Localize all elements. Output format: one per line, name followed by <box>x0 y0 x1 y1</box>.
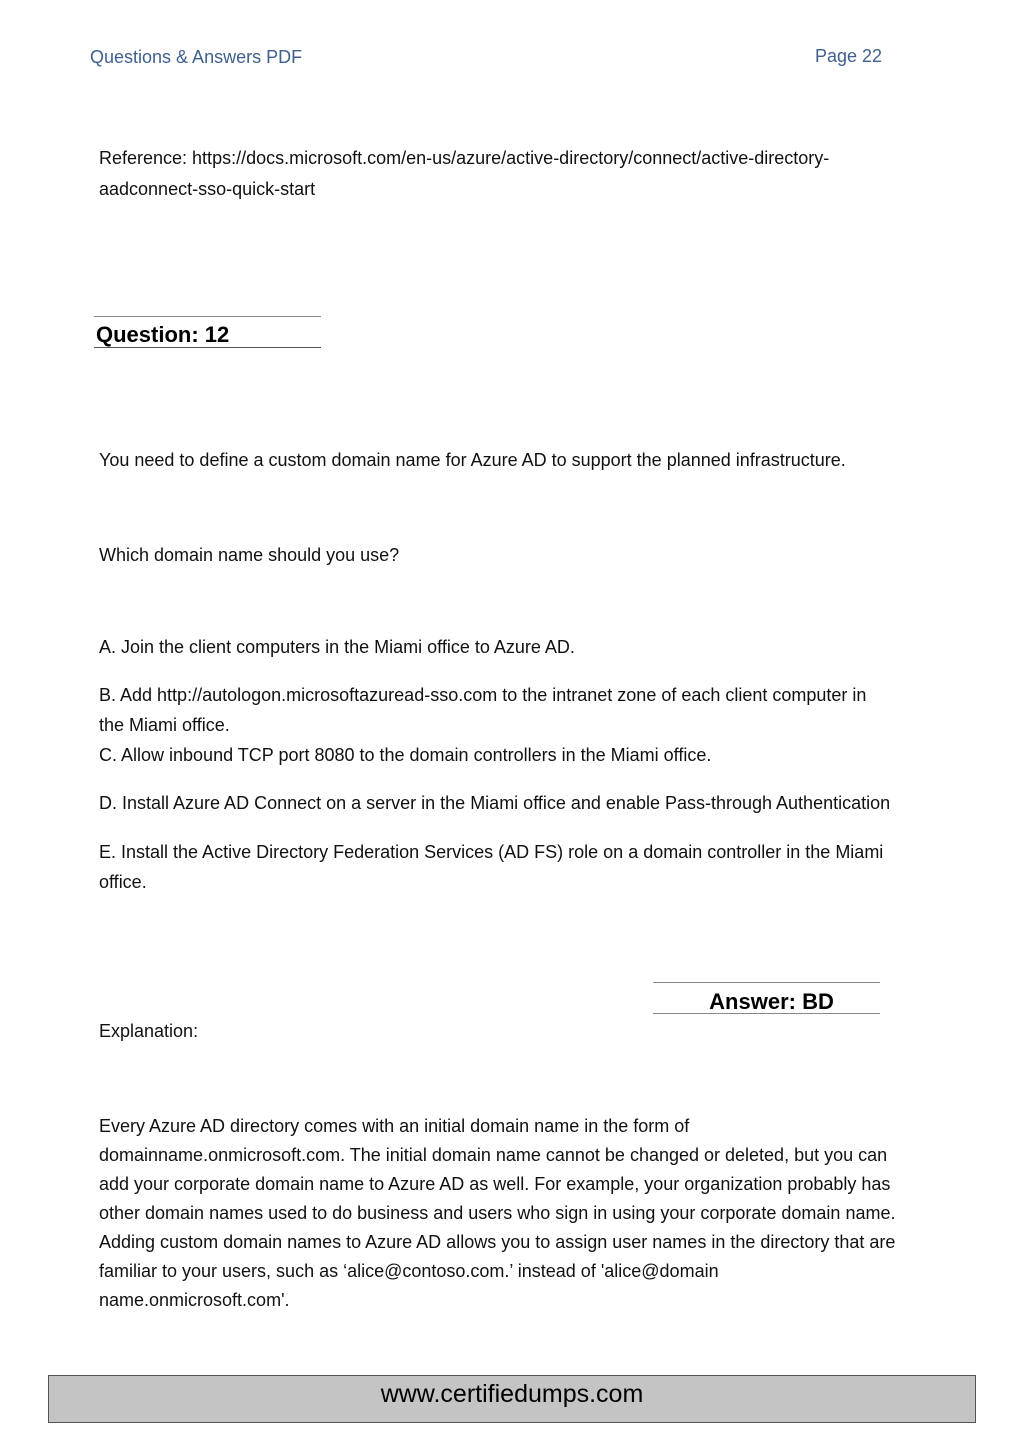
footer-banner <box>48 1375 976 1423</box>
option-e-line-1: E. Install the Active Directory Federation Services (AD FS) role on a domain controller in the Miami <box>99 842 884 862</box>
header-title: Questions & Answers PDF <box>90 47 303 67</box>
explanation-line: other domain names used to do business and users who sign in using your corporate domain name. <box>99 1203 896 1223</box>
option-c: C. Allow inbound TCP port 8080 to the domain controllers in the Miami office. <box>99 745 712 765</box>
option-b-line-2: the Miami office. <box>99 715 230 735</box>
option-d: D. Install Azure AD Connect on a server in the Miami office and enable Pass-through Authentication <box>99 793 891 813</box>
explanation-line: familiar to your users, such as ‘alice@contoso.com.’ instead of 'alice@domain <box>99 1261 719 1281</box>
explanation-line: domainname.onmicrosoft.com. The initial domain name cannot be changed or deleted, but you can <box>99 1145 888 1165</box>
explanation-line: add your corporate domain name to Azure AD as well. For example, your organization probably has <box>99 1174 891 1194</box>
question-rule-bottom <box>94 347 321 348</box>
explanation-body <box>99 1112 959 1315</box>
question-text: You need to define a custom domain name for Azure AD to support the planned infrastructure. <box>99 450 846 470</box>
page-number: Page 22 <box>815 46 883 66</box>
answer-rule-top <box>653 982 880 983</box>
explanation-label: Explanation: <box>99 1021 199 1041</box>
explanation-line: Every Azure AD directory comes with an initial domain name in the form of <box>99 1116 690 1136</box>
reference-line-2: aadconnect-sso-quick-start <box>99 179 316 199</box>
question-rule-top <box>94 316 321 317</box>
answer-label: Answer: BD <box>709 989 834 1014</box>
question-prompt: Which domain name should you use? <box>99 545 400 565</box>
reference-line-1: Reference: https://docs.microsoft.com/en-us/azure/active-directory/connect/active-directory- <box>99 148 830 168</box>
option-e-line-2: office. <box>99 872 147 892</box>
explanation-line: name.onmicrosoft.com'. <box>99 1290 290 1310</box>
option-b-line-1: B. Add http://autologon.microsoftazuread-sso.com to the intranet zone of each client computer in <box>99 685 867 705</box>
footer-site-link[interactable]: www.certifiedumps.com <box>380 1380 644 1408</box>
question-title: Question: 12 <box>96 322 230 347</box>
explanation-line: Adding custom domain names to Azure AD allows you to assign user names in the directory that are <box>99 1232 896 1252</box>
option-a: A. Join the client computers in the Miami office to Azure AD. <box>99 637 575 657</box>
answer-rule-bottom <box>653 1013 880 1014</box>
